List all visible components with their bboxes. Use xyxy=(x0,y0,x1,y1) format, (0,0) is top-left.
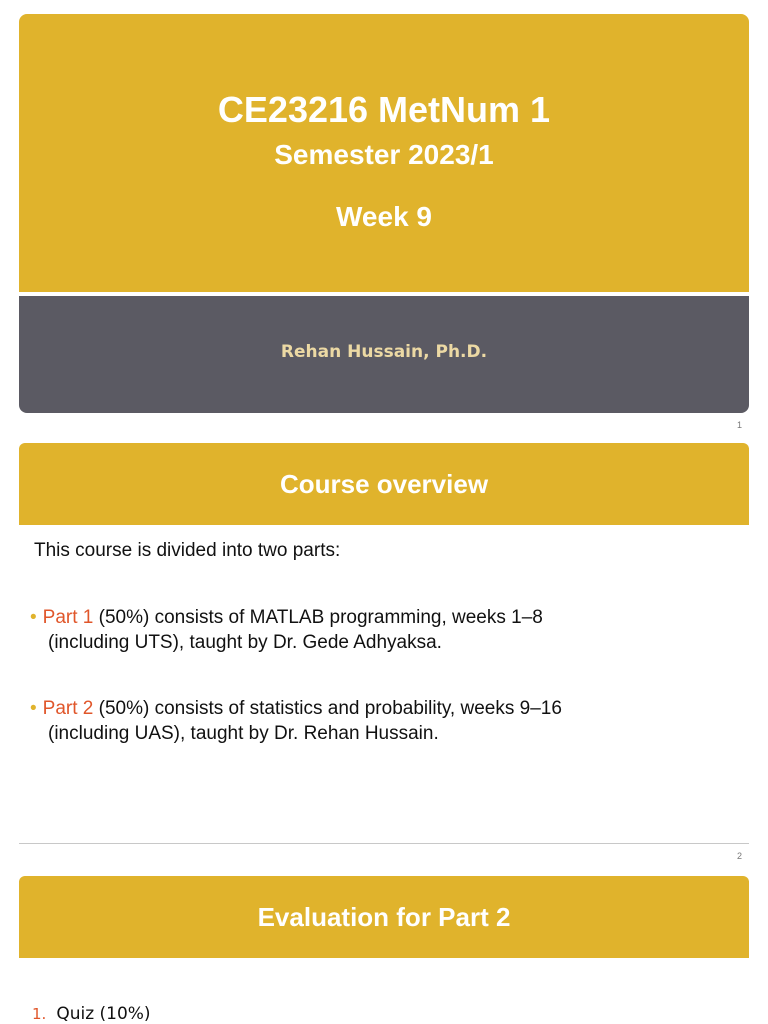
bullet-text-cont: (including UAS), taught by Dr. Rehan Hussain. xyxy=(48,723,439,744)
author-name: Rehan Hussain, Ph.D. xyxy=(280,342,488,362)
bullet-part-2 xyxy=(30,696,710,746)
list-number: 1. xyxy=(32,1005,47,1023)
bullet-text: (50%) consists of MATLAB programming, weeks 1–8 xyxy=(93,607,543,628)
list-item xyxy=(32,1004,151,1024)
part-label: Part 1 xyxy=(42,607,94,628)
title-slide-header xyxy=(19,14,749,292)
bullet-text: (50%) consists of statistics and probability, weeks 9–16 xyxy=(93,698,562,719)
bullet-part-1 xyxy=(30,605,710,655)
course-title: CE23216 MetNum 1 xyxy=(217,89,551,130)
intro-text: This course is divided into two parts: xyxy=(34,540,341,561)
evaluation-heading: Evaluation for Part 2 xyxy=(19,876,749,958)
bullet-dot-icon: • xyxy=(30,607,37,628)
week-label: Week 9 xyxy=(336,201,432,232)
slide-divider xyxy=(19,843,749,844)
title-slide-footer xyxy=(19,296,749,413)
semester-subtitle: Semester 2023/1 xyxy=(274,139,494,170)
bullet-text-cont: (including UTS), taught by Dr. Gede Adhyaksa. xyxy=(48,632,442,653)
bullet-dot-icon: • xyxy=(30,698,37,719)
page-number-1: 1 xyxy=(736,420,742,430)
list-item-text: Quiz (10%) xyxy=(56,1004,151,1024)
course-overview-heading: Course overview xyxy=(19,443,749,525)
part-label: Part 2 xyxy=(42,698,94,719)
page-number-2: 2 xyxy=(736,851,742,861)
